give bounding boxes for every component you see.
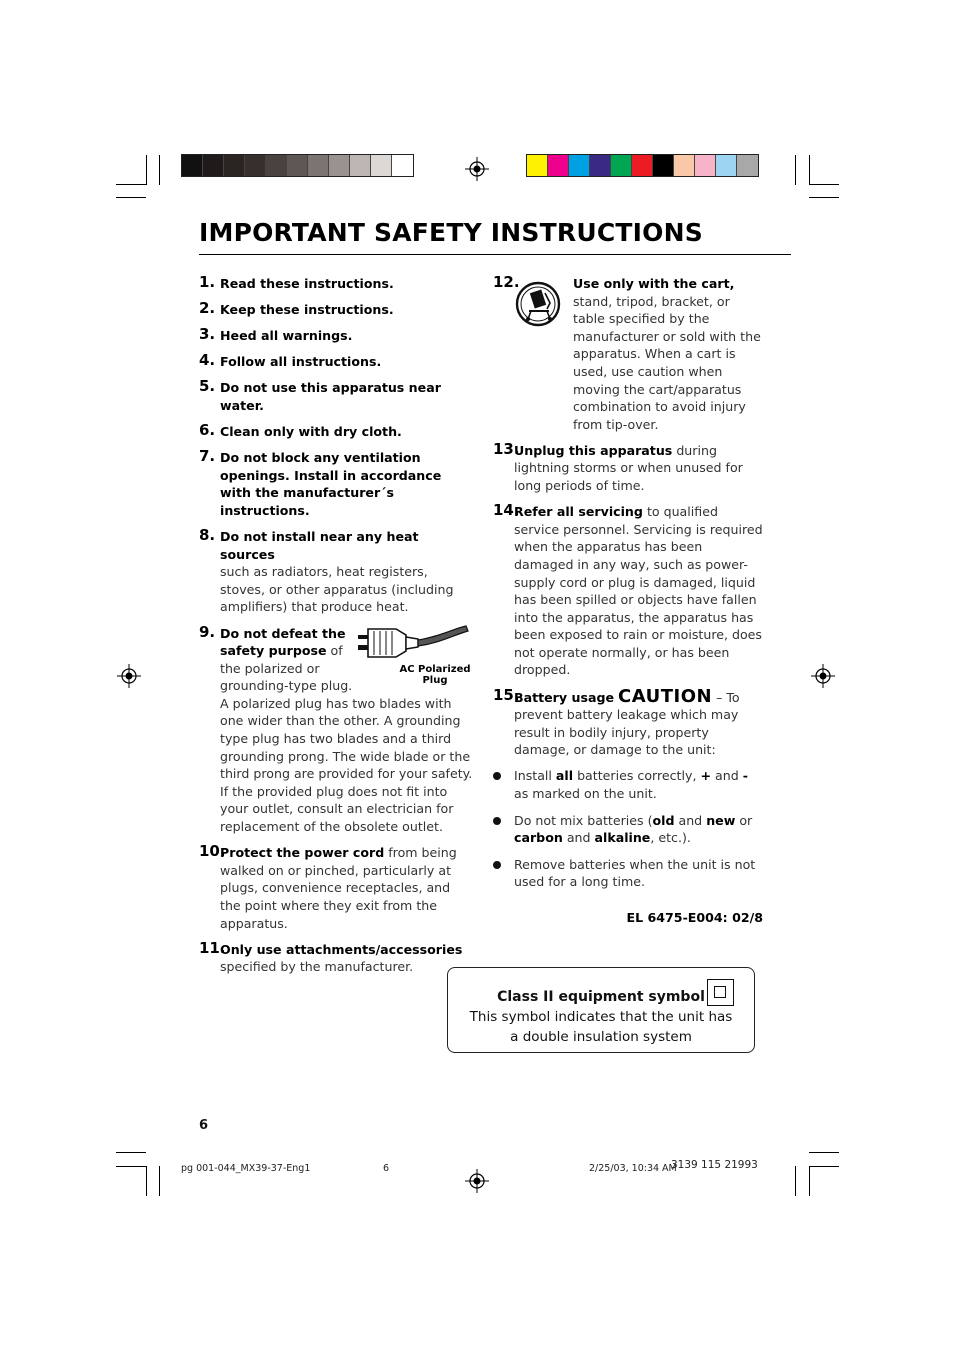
plug-illustration (358, 621, 471, 686)
item-text: such as radiators, heat registers, stoves, or other apparatus (including amplifiers) that produce heat. (220, 564, 454, 615)
bullet-text: Install (514, 768, 556, 784)
left-column (199, 275, 473, 984)
registration-mark-icon (465, 1169, 489, 1193)
item-number: 3. (199, 325, 216, 344)
battery-bullet-1 (493, 767, 765, 802)
item-bold-text: Unplug this apparatus (514, 442, 673, 458)
bullet-text: Remove batteries when the unit is not used for a long time. (514, 856, 756, 890)
bullet-bold-text: all (555, 768, 574, 784)
color-swatch (203, 155, 224, 176)
bullet-icon (493, 772, 501, 780)
color-swatch (632, 155, 653, 176)
item-text: during lightning storms or when unused for long periods of time. (514, 442, 743, 494)
item-number: 2. (199, 299, 216, 318)
title-rule (199, 254, 791, 255)
crop-mark (795, 1166, 796, 1196)
footer-date: 2/25/03, 10:34 AM (589, 1163, 677, 1174)
color-swatch (653, 155, 674, 176)
instruction-item-8 (199, 528, 473, 616)
bullet-icon (493, 861, 501, 869)
instruction-item-10 (199, 844, 473, 932)
instruction-item-4 (199, 353, 473, 371)
item-number: 5. (199, 377, 216, 396)
item-bold-text: Follow all instructions. (220, 354, 382, 370)
crop-mark (159, 155, 160, 185)
item-bold-text: Only use attachments/accessories (220, 941, 463, 957)
crop-mark (809, 1166, 810, 1196)
item-number: 13. (493, 439, 520, 458)
instruction-item-6 (199, 423, 473, 441)
item-number: 6. (199, 421, 216, 440)
bullet-bold-text: alkaline (594, 830, 651, 846)
instruction-item-15 (493, 685, 765, 759)
footer-filename: pg 001-044_MX39-37-Eng1 (181, 1163, 311, 1174)
right-column (493, 275, 765, 927)
class-ii-line-1: This symbol indicates that the unit has (469, 1009, 733, 1025)
caution-label: CAUTION (618, 685, 713, 707)
gray-calibration-bar (181, 154, 414, 177)
instruction-item-11 (199, 938, 473, 976)
item-bold-text: Heed all warnings. (220, 328, 353, 344)
color-swatch (527, 155, 548, 176)
color-calibration-bar (526, 154, 759, 177)
crop-mark (146, 155, 147, 185)
item-bold-text: Use only with the cart, (573, 276, 735, 291)
item-bold-text: Battery usage (514, 689, 614, 705)
color-swatch (287, 155, 308, 176)
battery-bullet-3 (493, 856, 765, 891)
crop-mark (809, 184, 839, 185)
color-swatch (548, 155, 569, 176)
battery-bullet-2 (493, 812, 765, 847)
instruction-item-2 (199, 301, 473, 319)
page-title: IMPORTANT SAFETY INSTRUCTIONS (199, 218, 703, 247)
item-number: 10. (199, 842, 226, 861)
color-swatch (308, 155, 329, 176)
class-ii-title: Class II equipment symbol (497, 989, 705, 1005)
item-bold-text: Read these instructions. (220, 276, 394, 291)
page-number: 6 (199, 1118, 209, 1133)
crop-mark (116, 1166, 146, 1167)
registration-mark-icon (117, 664, 141, 688)
item-text: A polarized plug has two blades with one wider than the other. A grounding type plug has two blades and a third grounding prong. The wide blade or the third prong are provided for your safety. If the provided plug does not fit into your outlet, consult an electrician for replacement of the obsolete outlet. (220, 695, 473, 835)
item-bold-text: Do not block any ventilation openings. Install in accordance with the manufacturer´s instructions. (220, 450, 442, 518)
color-swatch (569, 155, 590, 176)
instruction-item-9 (199, 622, 473, 836)
instruction-item-14 (493, 503, 765, 679)
bullet-bold-text: old (652, 812, 675, 828)
item-text: of the polarized or grounding-type plug. (220, 643, 353, 694)
color-swatch (737, 155, 758, 176)
instruction-item-13 (493, 439, 765, 495)
class-ii-equipment-box (447, 967, 755, 1053)
item-bold-text: Do not use this apparatus near water. (220, 380, 441, 413)
ac-polarized-plug-icon (358, 621, 470, 665)
crop-mark (809, 155, 810, 185)
item-number: 11. (199, 938, 226, 957)
bullet-text: Do not mix batteries ( (514, 812, 653, 828)
instruction-list (199, 275, 473, 616)
crop-mark (809, 197, 839, 198)
color-swatch (371, 155, 392, 176)
color-swatch (245, 155, 266, 176)
class-ii-line-2: a double insulation system (510, 1029, 692, 1045)
bullet-text: and (711, 768, 743, 784)
color-swatch (224, 155, 245, 176)
footer-page: 6 (383, 1163, 390, 1174)
color-swatch (716, 155, 737, 176)
item-bold-text: Keep these instructions. (220, 302, 394, 318)
crop-mark (809, 1166, 839, 1167)
item-number: 12. (493, 273, 520, 291)
registration-mark-icon (465, 157, 489, 181)
bullet-icon (493, 817, 501, 825)
bullet-bold-text: - (742, 768, 748, 784)
crop-mark (809, 1152, 839, 1153)
item-text: specified by the manufacturer. (220, 959, 414, 975)
instruction-item-7 (199, 449, 473, 519)
instruction-item-1 (199, 275, 473, 293)
item-bold-text: Protect the power cord (220, 845, 385, 861)
item-number: 4. (199, 351, 216, 370)
item-text: from being walked on or pinched, particularly at plugs, convenience receptacles, and the point where they exit from the apparatus. (220, 845, 457, 931)
color-swatch (590, 155, 611, 176)
item-number: 1. (199, 273, 216, 291)
bullet-bold-text: + (700, 768, 712, 784)
item-text: to qualified service personnel. Servicing is required when the apparatus has been damaged in any way, such as power-supply cord or plug is damaged, liquid has been spilled or objects have fallen into the apparatus, the apparatus has been exposed to rain or moisture, does not operate normally, or has been dropped. (514, 504, 763, 678)
bullet-text: and (562, 830, 595, 846)
color-swatch (611, 155, 632, 176)
item-bold-text: Clean only with dry cloth. (220, 424, 402, 440)
crop-mark (146, 1166, 147, 1196)
class-ii-square-icon (707, 979, 734, 1006)
bullet-text: and (674, 812, 707, 828)
item-number: 15. (493, 685, 520, 704)
item-number: 14. (493, 501, 520, 520)
bullet-text: or (735, 812, 753, 828)
bullet-text: as marked on the unit. (514, 786, 657, 802)
reference-code: EL 6475-E004: 02/8 (626, 910, 763, 925)
instruction-item-12 (493, 275, 765, 433)
crop-mark (116, 1152, 146, 1153)
color-swatch (674, 155, 695, 176)
plug-label: AC Polarized Plug (399, 663, 471, 686)
instruction-item-3 (199, 327, 473, 345)
color-swatch (392, 155, 413, 176)
item-text: – To prevent battery leakage which may result in bodily injury, property damage, or damage to the unit: (514, 689, 740, 758)
color-swatch (182, 155, 203, 176)
color-swatch (695, 155, 716, 176)
item-bold-text: Do not install near any heat sources (220, 529, 419, 562)
item-bold-text: Refer all servicing (514, 504, 643, 520)
item-number: 7. (199, 447, 216, 466)
color-swatch (350, 155, 371, 176)
crop-mark (116, 197, 146, 198)
item-text: stand, tripod, bracket, or table specified by the manufacturer or sold with the apparatus. When a cart is used, use caution when moving the cart/apparatus combination to avoid injury from tip-over. (573, 293, 761, 432)
crop-mark (116, 184, 146, 185)
registration-mark-icon (811, 664, 835, 688)
crop-mark (159, 1166, 160, 1196)
cart-tip-over-warning-icon (515, 281, 561, 327)
item-number: 8. (199, 526, 216, 545)
footer-code: 3139 115 21993 (671, 1159, 758, 1171)
crop-mark (795, 155, 796, 185)
bullet-bold-text: new (706, 812, 736, 828)
bullet-text: , etc.). (650, 830, 691, 846)
bullet-bold-text: carbon (514, 830, 563, 846)
bullet-text: batteries correctly, (573, 768, 701, 784)
item-number: 9. (199, 622, 216, 641)
instruction-item-5 (199, 379, 473, 414)
color-swatch (266, 155, 287, 176)
color-swatch (329, 155, 350, 176)
item-bold-text: Do not defeat the safety purpose (220, 625, 346, 659)
